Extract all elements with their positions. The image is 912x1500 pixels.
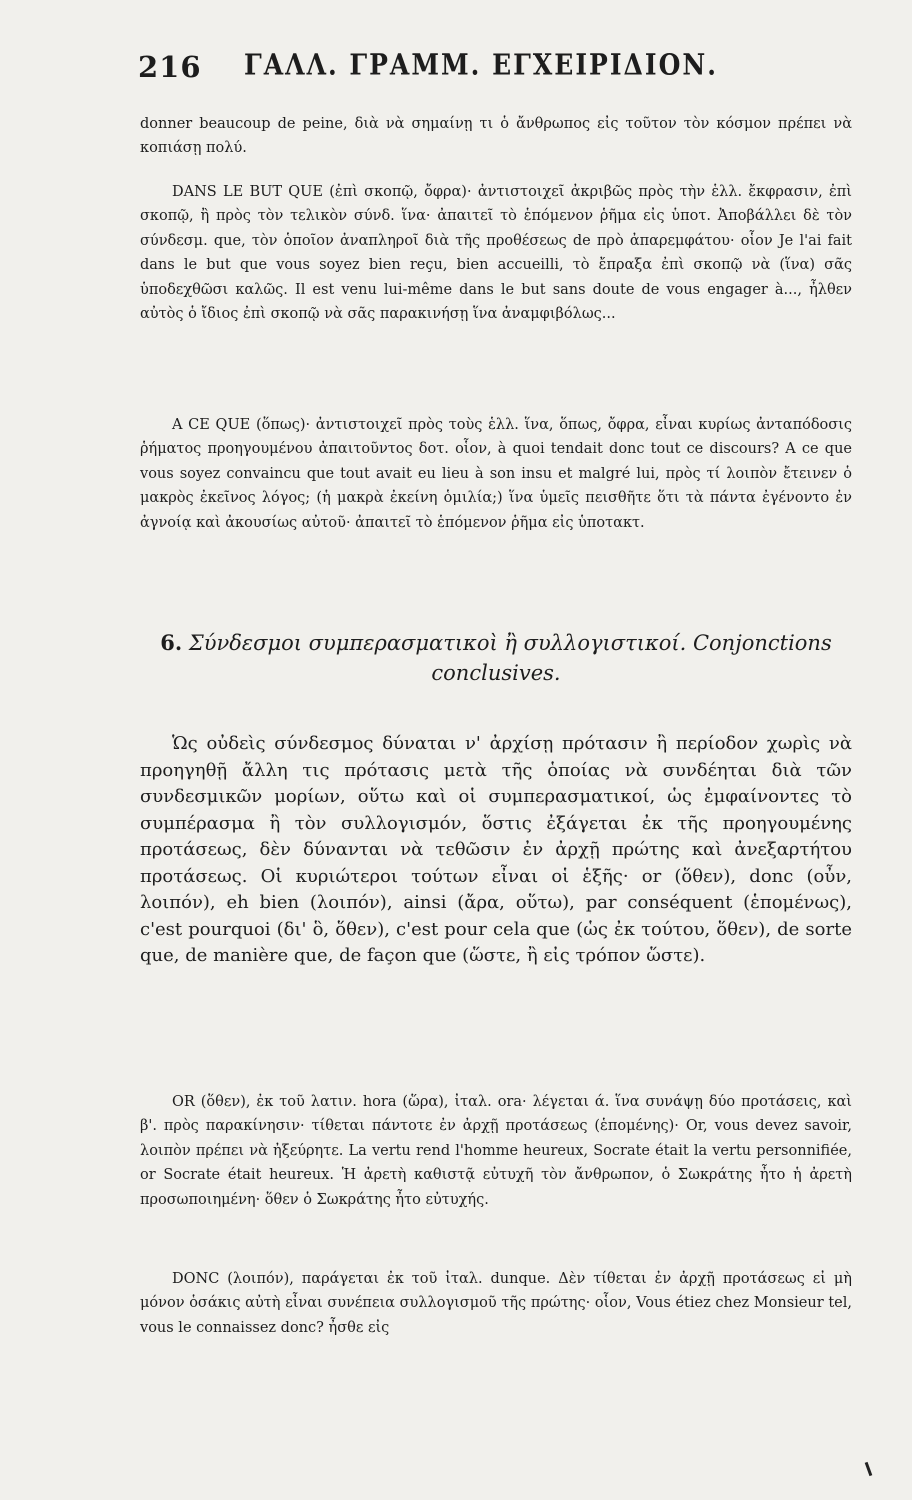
margin-mark (865, 1462, 873, 1476)
section-number: 6. (160, 630, 183, 655)
page-number: 216 (138, 50, 202, 84)
page-header (138, 47, 824, 90)
paragraph-intro-conclusives (140, 731, 852, 970)
paragraph-text: OR (ὅθεν), ἐκ τοῦ λατιν. hora (ὥρα), ἰταλ. ora· λέγεται ά. ἵνα συνάψῃ δύο προτάσεις, καὶ β'. πρὸς παρακίνησιν· τίθεται πάντοτε ἐν ἀρχῇ προτάσεως (ἑπομένης)· Or, vous devez savoir, λοιπὸν πρέπει νὰ ἠξεύρητε. La vertu rend l'homme heureux, Socrate était la vertu personnifiée, or Socrate était heureux. Ἡ ἀρετὴ καθιστᾷ εὐτυχῆ τὸν ἄνθρωπον, ὁ Σωκράτης ἦτο ἡ ἀρετὴ προσωποιημένη· ὅθεν ὁ Σωκράτης ἦτο εὐτυχής. (140, 1094, 852, 1208)
paragraph-a-ce-que (140, 413, 852, 535)
paragraph-text: Ὡς οὐδεὶς σύνδεσμος δύναται ν' ἀρχίσῃ πρότασιν ἢ περίοδον χωρὶς νὰ προηγηθῇ ἄλλη τις πρότασις μετὰ τῆς ὁποίας νὰ συνδέηται διὰ τῶν συνδεσμικῶν μορίων, οὕτω καὶ οἱ συμπερασματικοί, ὡς ἐμφαίνοντες τὸ συμπέρασμα ἢ τὸν συλλογισμόν, ὅστις ἐξάγεται ἐκ τῆς προηγουμένης προτάσεως, δὲν δύνανται νὰ τεθῶσιν ἐν ἀρχῇ πρώτης καὶ ἀνεξαρτήτου προτάσεως. Οἱ κυριώτεροι τούτων εἶναι οἱ ἑξῆς· or (ὅθεν), donc (οὖν, λοιπόν), eh bien (λοιπόν), ainsi (ἄρα, οὕτω), par conséquent (ἑπομένως), c'est pourquoi (δι' ὃ, ὅθεν), c'est pour cela que (ὡς ἐκ τούτου, ὅθεν), de sorte que, de manière que, de façon que (ὥστε, ἢ εἰς τρόπον ὥστε). (140, 733, 852, 966)
paragraph-donc (140, 1267, 852, 1340)
paragraph-text: donner beaucoup de peine, διὰ νὰ σημαίνῃ τι ὁ ἄνθρωπος εἰς τοῦτον τὸν κόσμον πρέπει νὰ κοπιάσῃ πολύ. (140, 116, 852, 157)
paragraph-text: DANS LE BUT QUE (ἐπὶ σκοπῷ, ὄφρα)· ἀντιστοιχεῖ ἀκριβῶς πρὸς τὴν ἑλλ. ἔκφρασιν, ἐπὶ σκοπῷ, ἢ πρὸς τὸν τελικὸν σύνδ. ἵνα· ἀπαιτεῖ τὸ ἑπόμενον ῥῆμα εἰς ὑποτ. Ἀποβάλλει δὲ τὸν σύνδεσμ. que, τὸν ὁποῖον ἀναπληροῖ διὰ τῆς προθέσεως de πρὸ ἀπαρεμφάτου· οἷον Je l'ai fait dans le but que vous soyez bien reçu, bien accueilli, τὸ ἔπραξα ἐπὶ σκοπῷ νὰ (ἵνα) σᾶς ὑποδεχθῶσι καλῶς. Il est venu lui-même dans le but sans doute de vous engager à..., ἦλθεν αὐτὸς ὁ ἴδιος ἐπὶ σκοπῷ νὰ σᾶς παρακινήσῃ ἵνα ἀναμφιβόλως... (140, 184, 852, 323)
paragraph-continuation (140, 112, 852, 161)
paragraph-or (140, 1090, 852, 1212)
paragraph-dans-le-but-que (140, 180, 852, 326)
section-heading (140, 628, 852, 688)
paragraph-text: A CE QUE (ὅπως)· ἀντιστοιχεῖ πρὸς τοὺς ἑλλ. ἵνα, ὅπως, ὄφρα, εἶναι κυρίως ἀνταπόδοσις ῥήματος προηγουμένου ἀπαιτοῦντος δοτ. οἷον, à quoi tendait donc tout ce discours? A ce que vous soyez convaincu que tout avait eu lieu à son insu et malgré lui, πρὸς τί λοιπὸν ἔτεινεν ὁ μακρὸς ἐκεῖνος λόγος; (ἡ μακρὰ ἐκείνη ὁμιλία;) ἵνα ὑμεῖς πεισθῆτε ὅτι τὰ πάντα ἐγένοντο ἐν ἀγνοίᾳ καὶ ἀκουσίως αὐτοῦ· ἀπαιτεῖ τὸ ἑπόμενον ῥῆμα εἰς ὑποτακτ. (140, 417, 852, 531)
section-title: Σύνδεσμοι συμπερασματικοὶ ἢ συλλογιστικοί. Conjonctions conclusives. (188, 631, 832, 685)
paragraph-text: DONC (λοιπόν), παράγεται ἐκ τοῦ ἰταλ. dunque. Δὲν τίθεται ἐν ἀρχῇ προτάσεως εἰ μὴ μόνον ὁσάκις αὐτὴ εἶναι συνέπεια συλλογισμοῦ τῆς πρώτης· οἷον, Vous étiez chez Monsieur tel, vous le connaissez donc? ἦσθε εἰς (140, 1271, 852, 1336)
running-title: ΓΑΛΛ. ΓΡΑΜΜ. ΕΓΧΕΙΡΙΔΙΟΝ. (244, 47, 718, 82)
